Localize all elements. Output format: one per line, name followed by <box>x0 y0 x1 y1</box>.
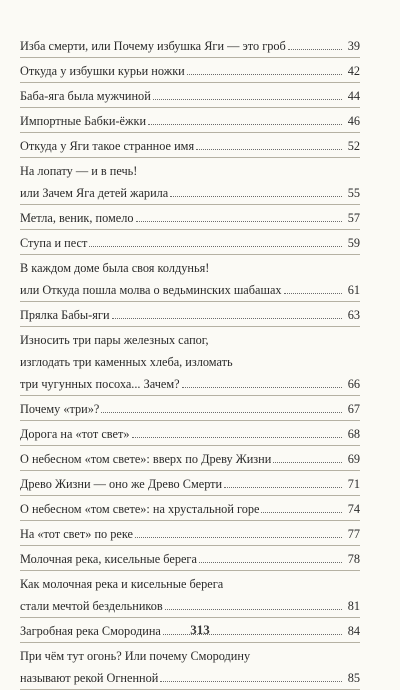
entry-underline <box>20 132 360 133</box>
toc-page-number: 63 <box>347 308 360 322</box>
toc-page-number: 78 <box>347 552 360 566</box>
toc-entry-line <box>20 163 360 179</box>
entry-underline <box>20 617 360 618</box>
entry-underline <box>20 445 360 446</box>
toc-page-number: 74 <box>347 502 360 516</box>
dot-leader <box>148 113 342 125</box>
toc-entry-line <box>20 551 360 567</box>
toc-entry <box>20 501 360 517</box>
entry-underline <box>20 395 360 396</box>
toc-entry-title: Откуда у Яги такое странное имя <box>20 139 195 153</box>
toc-entry <box>20 332 360 392</box>
dot-leader <box>196 138 342 150</box>
toc-entry <box>20 138 360 154</box>
toc-entry <box>20 163 360 201</box>
toc-page-number: 57 <box>347 211 360 225</box>
toc-entry-title: изглодать три каменных хлеба, изломать <box>20 355 233 369</box>
toc-page-number: 84 <box>347 624 360 638</box>
entry-underline <box>20 642 360 643</box>
toc-entry-line <box>20 210 360 226</box>
toc-entry <box>20 307 360 323</box>
toc-page-number: 52 <box>347 139 360 153</box>
toc-entry-line <box>20 526 360 542</box>
toc-entry-title: три чугунных посоха... Зачем? <box>20 377 180 391</box>
dot-leader <box>284 282 342 294</box>
toc-entry-line <box>20 307 360 323</box>
toc-page-number: 67 <box>347 402 360 416</box>
toc-entry-title: стали мечтой бездельников <box>20 599 163 613</box>
toc-entry-line <box>20 426 360 442</box>
toc-entry-title: Молочная река, кисельные берега <box>20 552 197 566</box>
entry-underline <box>20 301 360 302</box>
toc-entry-line <box>20 376 360 392</box>
toc-entry-title: Загробная река Смородина <box>20 624 161 638</box>
toc-entry-title: О небесном «том свете»: вверх по Древу Жизни <box>20 452 272 466</box>
dot-leader <box>165 598 342 610</box>
toc-entry-title: Как молочная река и кисельные берега <box>20 577 224 591</box>
entry-underline <box>20 57 360 58</box>
toc-entry-line <box>20 260 360 276</box>
toc-entry-title: В каждом доме была своя колдунья! <box>20 261 210 275</box>
dot-leader <box>136 210 342 222</box>
toc-entry-line <box>20 113 360 129</box>
entry-underline <box>20 420 360 421</box>
toc-entry-title: Импортные Бабки-ёжки <box>20 114 147 128</box>
toc-entry-line <box>20 670 360 686</box>
toc-entry-line <box>20 476 360 492</box>
toc-page-number: 69 <box>347 452 360 466</box>
toc-entry-line <box>20 185 360 201</box>
toc-entry-title: Ступа и пест <box>20 236 88 250</box>
toc-entry-line <box>20 138 360 154</box>
toc-entry <box>20 426 360 442</box>
toc-page-number: 66 <box>347 377 360 391</box>
dot-leader <box>153 88 342 100</box>
toc-entry <box>20 235 360 251</box>
toc-entry-line <box>20 648 360 664</box>
entry-underline <box>20 470 360 471</box>
toc-entry-title: Прялка Бабы-яги <box>20 308 110 322</box>
entry-underline <box>20 570 360 571</box>
toc-entry <box>20 451 360 467</box>
toc-entry <box>20 260 360 298</box>
dot-leader <box>170 185 342 197</box>
toc-entry-line <box>20 282 360 298</box>
dot-leader <box>135 526 342 538</box>
dot-leader <box>182 376 342 388</box>
entry-underline <box>20 107 360 108</box>
toc-entry-line <box>20 576 360 592</box>
toc-entry <box>20 88 360 104</box>
toc-page-number: 42 <box>347 64 360 78</box>
dot-leader <box>132 426 343 438</box>
entry-underline <box>20 157 360 158</box>
toc-entry-title: Почему «три»? <box>20 402 100 416</box>
toc-entry-title: На лопату — и в печь! <box>20 164 138 178</box>
toc-entry-line <box>20 401 360 417</box>
toc-page-number: 77 <box>347 527 360 541</box>
toc-page-number: 85 <box>347 671 360 685</box>
toc-entry-line <box>20 332 360 348</box>
entry-underline <box>20 204 360 205</box>
dot-leader <box>112 307 342 319</box>
entry-underline <box>20 495 360 496</box>
entry-underline <box>20 326 360 327</box>
page-number: 313 <box>190 622 210 637</box>
toc-entry-line <box>20 501 360 517</box>
toc-page-number: 68 <box>347 427 360 441</box>
toc-entry <box>20 576 360 614</box>
toc-page-number: 39 <box>347 39 360 53</box>
toc-entry-title: Метла, веник, помело <box>20 211 134 225</box>
toc-entry-title: При чём тут огонь? Или почему Смородину <box>20 649 251 663</box>
toc-page-number: 61 <box>347 283 360 297</box>
toc-entry-title: называют рекой Огненной <box>20 671 159 685</box>
toc-entry-line <box>20 451 360 467</box>
toc-entry-title: Древо Жизни — оно же Древо Смерти <box>20 477 223 491</box>
dot-leader <box>261 501 342 513</box>
toc-entry-title: О небесном «том свете»: на хрустальной горе <box>20 502 260 516</box>
toc-entry-line <box>20 235 360 251</box>
toc-entry-title: Откуда у избушки курьи ножки <box>20 64 185 78</box>
toc-entry <box>20 38 360 54</box>
dot-leader <box>224 476 342 488</box>
toc-page-number: 81 <box>347 599 360 613</box>
toc-entry-line <box>20 38 360 54</box>
dot-leader <box>273 451 342 463</box>
toc-entry <box>20 63 360 79</box>
toc-page-number: 71 <box>347 477 360 491</box>
toc-entry-title: или Откуда пошла молва о ведьминских шабашах <box>20 283 282 297</box>
toc-entry-title: Износить три пары железных сапог, <box>20 333 209 347</box>
entry-underline <box>20 545 360 546</box>
toc-page-number: 44 <box>347 89 360 103</box>
toc-entry-title: Дорога на «тот свет» <box>20 427 130 441</box>
toc-page-number: 55 <box>347 186 360 200</box>
toc-entry-title: Изба смерти, или Почему избушка Яги — это гроб <box>20 39 286 53</box>
toc-entry <box>20 526 360 542</box>
toc-entry <box>20 551 360 567</box>
toc-entry-title: Баба-яга была мужчиной <box>20 89 151 103</box>
entry-underline <box>20 82 360 83</box>
dot-leader <box>199 551 342 563</box>
dot-leader <box>160 670 342 682</box>
toc-entry <box>20 210 360 226</box>
entry-underline <box>20 520 360 521</box>
toc-entry-line <box>20 88 360 104</box>
toc-entry-line <box>20 63 360 79</box>
dot-leader <box>101 401 342 413</box>
toc-entry <box>20 476 360 492</box>
entry-underline <box>20 254 360 255</box>
toc-entry-line <box>20 354 360 370</box>
toc-entry <box>20 401 360 417</box>
toc-entry-line <box>20 598 360 614</box>
toc-entry-title: или Зачем Яга детей жарила <box>20 186 169 200</box>
dot-leader <box>288 38 342 50</box>
toc-entry <box>20 113 360 129</box>
toc-page-number: 46 <box>347 114 360 128</box>
dot-leader <box>187 63 342 75</box>
table-of-contents <box>20 38 360 686</box>
toc-entry-title: На «тот свет» по реке <box>20 527 133 541</box>
toc-entry <box>20 648 360 686</box>
dot-leader <box>89 235 342 247</box>
entry-underline <box>20 229 360 230</box>
toc-page-number: 59 <box>347 236 360 250</box>
